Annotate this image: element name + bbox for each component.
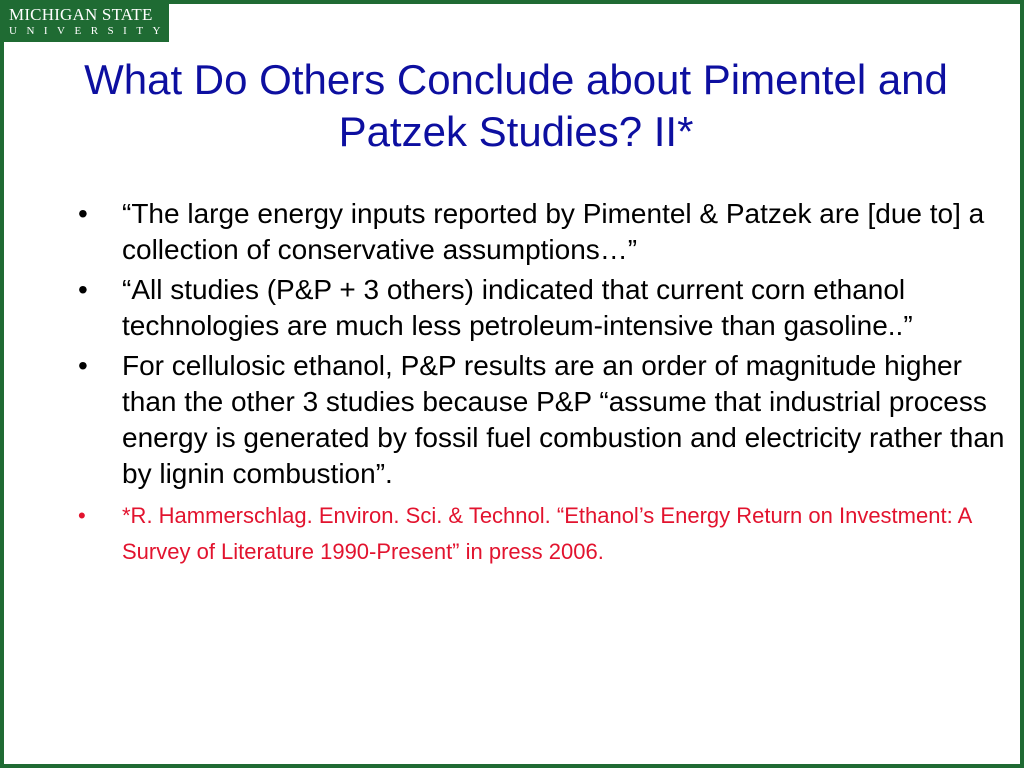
bullet-item [76,272,1006,344]
logo-wordmark-line1: MICHIGAN STATE [9,5,153,24]
bullet-marker: • [78,350,88,381]
reference-item [76,498,1006,570]
bullet-text: “The large energy inputs reported by Pimentel & Patzek are [due to] a collection of conservative assumptions…” [122,198,985,265]
bullet-marker: • [78,503,86,528]
slide-title: What Do Others Conclude about Pimentel and Patzek Studies? II* [84,56,948,155]
bullet-item [76,196,1006,268]
reference-text: *R. Hammerschlag. Environ. Sci. & Technol. “Ethanol’s Energy Return on Investment: A Survey of Literature 1990-Present” in press 2006. [122,503,972,564]
bullet-marker: • [78,198,88,229]
bullet-text: “All studies (P&P + 3 others) indicated that current corn ethanol technologies are much less petroleum-intensive than gasoline..” [122,274,913,341]
msu-logo [4,4,169,42]
bullet-list [76,196,1006,574]
bullet-item [76,348,1006,492]
bullet-marker: • [78,274,88,305]
bullet-text: For cellulosic ethanol, P&P results are an order of magnitude higher than the other 3 studies because P&P “assume that industrial process energy is generated by fossil fuel combustion and electricity rather than by lignin combustion”. [122,350,1005,489]
logo-wordmark-line2: UNIVERSITY [9,25,170,37]
